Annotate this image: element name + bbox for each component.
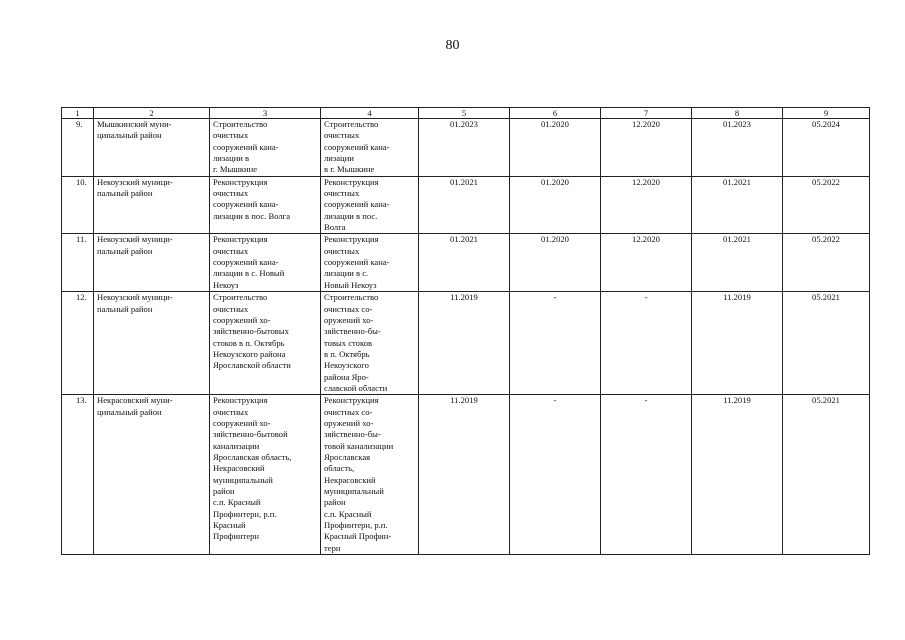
header-row xyxy=(62,108,870,119)
date-cell: 05.2022 xyxy=(783,176,870,234)
district-text: Некоузский муници- пальный район xyxy=(97,292,173,314)
object-cell xyxy=(210,292,321,395)
date-cell: 11.2019 xyxy=(419,292,510,395)
event-text: Строительство очистных со- оружений хо- зяйственно-бы- товых стоков в п. Октябрь Некоузского района Яро- славской области xyxy=(324,292,388,393)
district-text: Некрасовский муни- ципальный район xyxy=(97,395,173,417)
date-cell: - xyxy=(601,292,692,395)
date-cell: 11.2019 xyxy=(692,395,783,555)
date-cell: 01.2021 xyxy=(419,176,510,234)
row-number: 9. xyxy=(62,119,94,177)
district-cell xyxy=(94,119,210,177)
event-cell xyxy=(321,176,419,234)
object-text: Реконструкция очистных сооружений кана- лизации в с. Новый Некоуз xyxy=(213,234,285,290)
event-cell xyxy=(321,119,419,177)
table-row xyxy=(62,292,870,395)
row-number: 11. xyxy=(62,234,94,292)
date-cell: 01.2020 xyxy=(510,119,601,177)
district-cell xyxy=(94,292,210,395)
district-cell xyxy=(94,395,210,555)
table-row xyxy=(62,176,870,234)
row-number: 13. xyxy=(62,395,94,555)
table-header xyxy=(62,108,870,119)
date-cell: 01.2021 xyxy=(419,234,510,292)
event-cell xyxy=(321,292,419,395)
header-cell: 4 xyxy=(321,108,419,119)
date-cell: 01.2023 xyxy=(419,119,510,177)
header-cell: 3 xyxy=(210,108,321,119)
object-cell xyxy=(210,119,321,177)
date-cell: 01.2021 xyxy=(692,234,783,292)
object-cell xyxy=(210,234,321,292)
header-cell: 2 xyxy=(94,108,210,119)
table-row xyxy=(62,119,870,177)
event-text: Реконструкция очистных сооружений кана- лизации в с. Новый Некоуз xyxy=(324,234,390,290)
date-cell: 12.2020 xyxy=(601,234,692,292)
object-cell xyxy=(210,395,321,555)
date-cell: 12.2020 xyxy=(601,176,692,234)
date-cell: 01.2020 xyxy=(510,234,601,292)
header-cell: 1 xyxy=(62,108,94,119)
date-cell: 05.2024 xyxy=(783,119,870,177)
projects-table xyxy=(61,107,870,555)
header-cell: 8 xyxy=(692,108,783,119)
district-text: Некоузский муници- пальный район xyxy=(97,234,173,256)
table-body xyxy=(62,119,870,555)
header-cell: 5 xyxy=(419,108,510,119)
date-cell: 12.2020 xyxy=(601,119,692,177)
table-row xyxy=(62,234,870,292)
row-number: 10. xyxy=(62,176,94,234)
event-cell xyxy=(321,395,419,555)
district-cell xyxy=(94,234,210,292)
row-number: 12. xyxy=(62,292,94,395)
page-number: 80 xyxy=(445,38,460,53)
district-cell xyxy=(94,176,210,234)
header-cell: 9 xyxy=(783,108,870,119)
object-text: Реконструкция очистных сооружений кана- лизации в пос. Волга xyxy=(213,176,291,221)
date-cell: 01.2021 xyxy=(692,176,783,234)
date-cell: 05.2021 xyxy=(783,395,870,555)
date-cell: 01.2023 xyxy=(692,119,783,177)
object-text: Строительство очистных сооружений хо- зяйственно-бытовых стоков в п. Октябрь Некоузского района Ярославской области xyxy=(213,292,291,371)
header-cell: 7 xyxy=(601,108,692,119)
object-text: Реконструкция очистных сооружений хо- зяйственно-бытовой канализации Ярославская область, Некрасовский муниципальный район с.п. Красный Профинтерн, р.п. Красный Профинтерн xyxy=(213,395,292,542)
date-cell: - xyxy=(601,395,692,555)
event-text: Реконструкция очистных со- оружений хо- зяйственно-бы- товой канализации Ярославская область, Некрасовский муниципальный район с.п. Красный Профинтерн, р.п. Красный Профин- терн xyxy=(324,395,394,553)
table-row xyxy=(62,395,870,555)
event-text: Реконструкция очистных сооружений кана- лизации в пос. Волга xyxy=(324,176,390,233)
date-cell: - xyxy=(510,292,601,395)
date-cell: - xyxy=(510,395,601,555)
district-text: Некоузский муници- пальный район xyxy=(97,176,173,199)
date-cell: 11.2019 xyxy=(692,292,783,395)
event-cell xyxy=(321,234,419,292)
date-cell: 05.2021 xyxy=(783,292,870,395)
header-cell: 6 xyxy=(510,108,601,119)
object-cell xyxy=(210,176,321,234)
district-text: Мышкинский муни- ципальный район xyxy=(97,119,172,141)
event-text: Строительство очистных сооружений кана- лизации в г. Мышкине xyxy=(324,119,390,175)
date-cell: 11.2019 xyxy=(419,395,510,555)
date-cell: 05.2022 xyxy=(783,234,870,292)
date-cell: 01.2020 xyxy=(510,176,601,234)
object-text: Строительство очистных сооружений кана- лизации в г. Мышкине xyxy=(213,119,279,175)
